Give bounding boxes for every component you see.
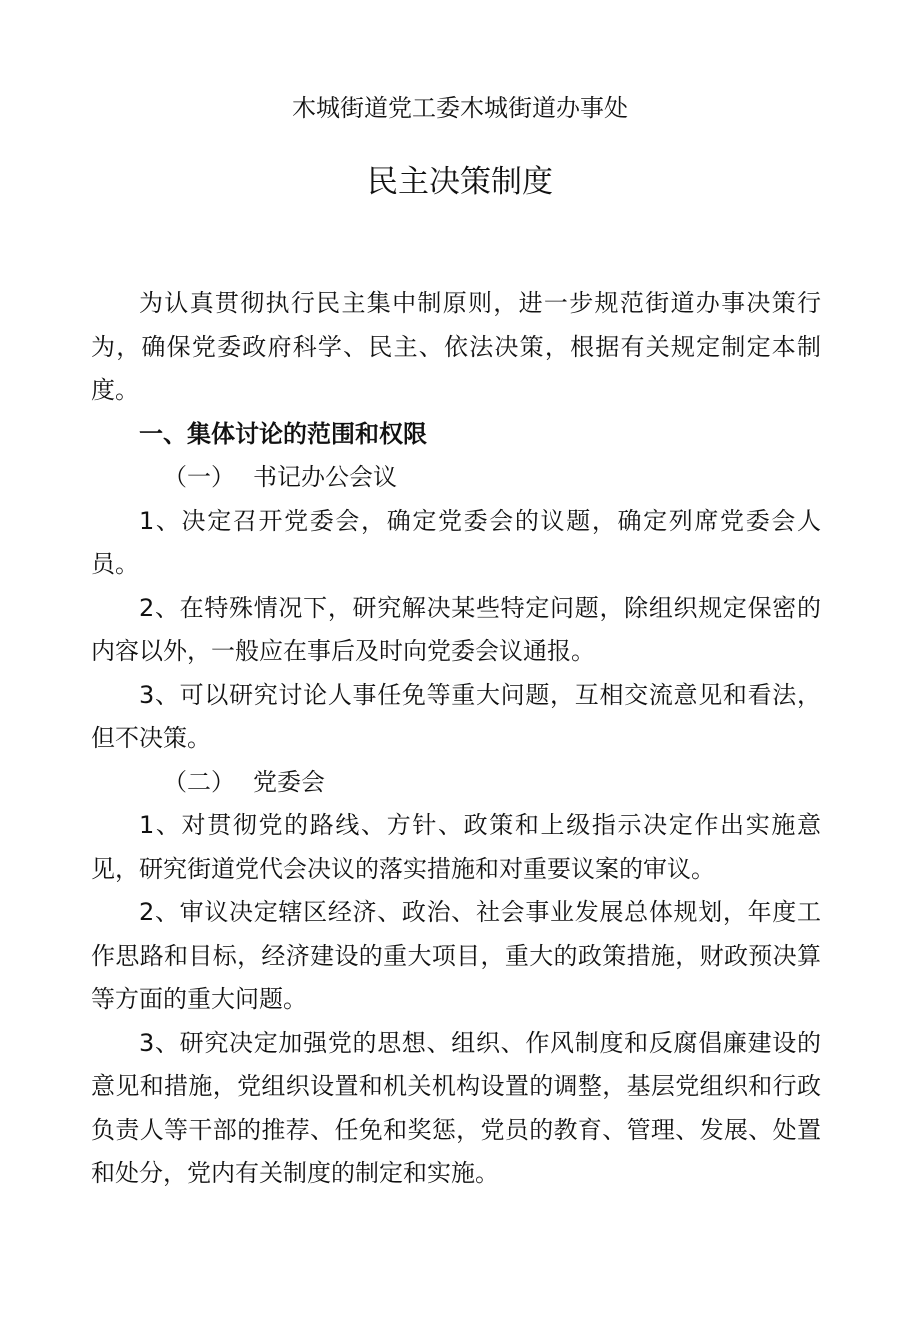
list-item-1-2: 2、在特殊情况下，研究解决某些特定问题，除组织规定保密的内容以外，一般应在事后及时向党委会议通报。 (91, 593, 821, 665)
section-heading: 一、集体讨论的范围和权限 (139, 419, 427, 448)
intro-paragraph: 为认真贯彻执行民主集中制原则，进一步规范街道办事决策行为，确保党委政府科学、民主、依法决策，根据有关规定制定本制度。 (91, 289, 821, 404)
subsection-title-1: 书记办公会议 (253, 463, 397, 491)
subsection-marker-2: （二） (163, 767, 235, 796)
subsection-marker-1: （一） (163, 463, 235, 491)
subsection-heading-1 (91, 456, 821, 500)
list-item-2-3: 3、研究决定加强党的思想、组织、作风制度和反腐倡廉建设的意见和措施，党组织设置和机关机构设置的调整，基层党组织和行政负责人等干部的推荐、任免和奖惩，党员的教育、管理、发展、处置和处分，党内有关制度的制定和实施。 (91, 1028, 821, 1187)
list-item-1-1: 1、决定召开党委会，确定党委会的议题，确定列席党委会人员。 (91, 506, 821, 578)
subsection-heading-2 (91, 761, 821, 805)
subsection-title-2: 党委会 (253, 767, 325, 796)
document-body (91, 282, 821, 1196)
list-item-2-2: 2、审议决定辖区经济、政治、社会事业发展总体规划，年度工作思路和目标，经济建设的重大项目，重大的政策措施，财政预决算等方面的重大问题。 (91, 898, 821, 1013)
document-title: 民主决策制度 (367, 164, 553, 200)
list-item-2-1: 1、对贯彻党的路线、方针、政策和上级指示决定作出实施意见，研究街道党代会决议的落实措施和对重要议案的审议。 (91, 811, 821, 883)
list-item-1-3: 3、可以研究讨论人事任免等重大问题，互相交流意见和看法，但不决策。 (91, 680, 821, 752)
organization-line: 木城街道党工委木城街道办事处 (292, 94, 628, 122)
